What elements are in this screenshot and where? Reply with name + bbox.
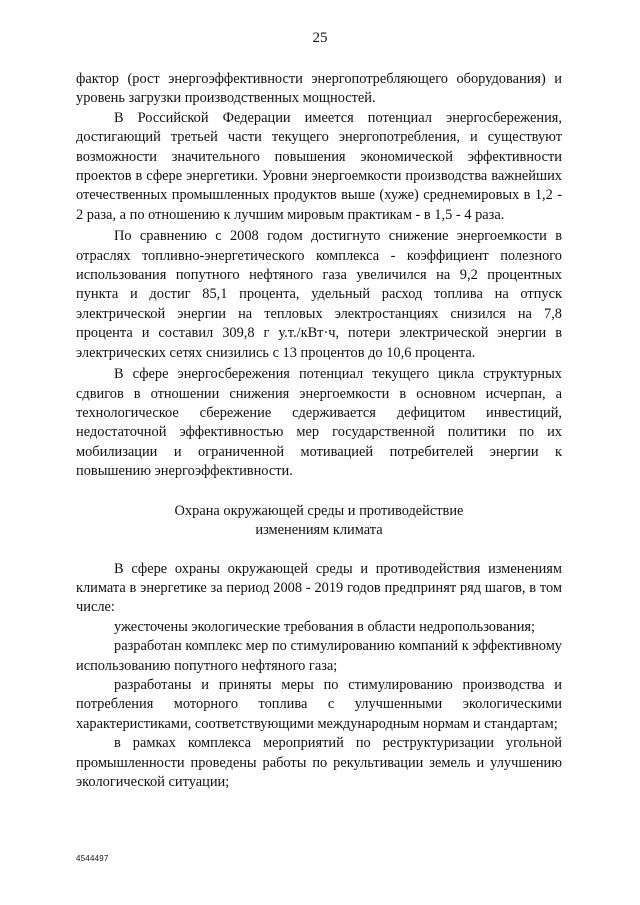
list-item: разработан комплекс мер по стимулированию компаний к эффективному использованию попутного нефтяного газа; [76,638,562,674]
document-body [76,70,562,792]
section-heading [76,502,562,540]
list-item: ужесточены экологические требования в области недропользования; [114,618,536,635]
list-item: в рамках комплекса мероприятий по реструктуризации угольной промышленности проведены работы по рекультивации земель и улучшению экологической ситуации; [76,735,562,790]
paragraph: В сфере энергосбережения потенциал текущего цикла структурных сдвигов в отношении снижения энергоемкости в основном исчерпан, а технологическое сбережение сдерживается дефицитом инвестиций, недостаточной эффективностью мер государственной политики по их мобилизации и ограниченной мотивацией потребителей энергии к повышению энергоэффективности. [76,366,562,480]
section-heading-line: изменениям климата [255,521,383,538]
paragraph: фактор (рост энергоэффективности энергопотребляющего оборудования) и уровень загрузки производственных мощностей. [76,71,562,107]
section-heading-line: Охрана окружающей среды и противодействие [174,502,464,519]
document-code: 4544497 [76,854,109,863]
page-number: 25 [312,30,328,46]
paragraph: По сравнению с 2008 годом достигнуто снижение энергоемкости в отраслях топливно-энергетического комплекса - коэффициент полезного использования попутного нефтяного газа увеличился на 9,2 процентных пункта и достиг 85,1 процента, удельный расход топлива на отпуск электрической энергии на тепловых электростанциях снизился на 7,8 процента и составил 309,8 г у.т./кВт·ч, потери электрической энергии в электрических сетях снизились с 13 процентов до 10,6 процента. [76,228,562,361]
list-item: разработаны и приняты меры по стимулированию производства и потребления моторного топлива с улучшенными экологическими характеристиками, соответствующими международным нормам и стандартам; [76,676,562,732]
paragraph: В Российской Федерации имеется потенциал энергосбережения, достигающий третьей части текущего энергопотребления, и существуют возможности значительного повышения экономической эффективности проектов в сфере энергетики. Уровни энергоемкости производства важнейших отечественных промышленных продуктов выше (хуже) среднемировых в 1,2 - 2 раза, а по отношению к лучшим мировым практикам - в 1,5 - 4 раза. [76,109,562,223]
paragraph: В сфере охраны окружающей среды и противодействия изменениям климата в энергетике за период 2008 - 2019 годов предпринят ряд шагов, в том числе: [76,560,562,616]
